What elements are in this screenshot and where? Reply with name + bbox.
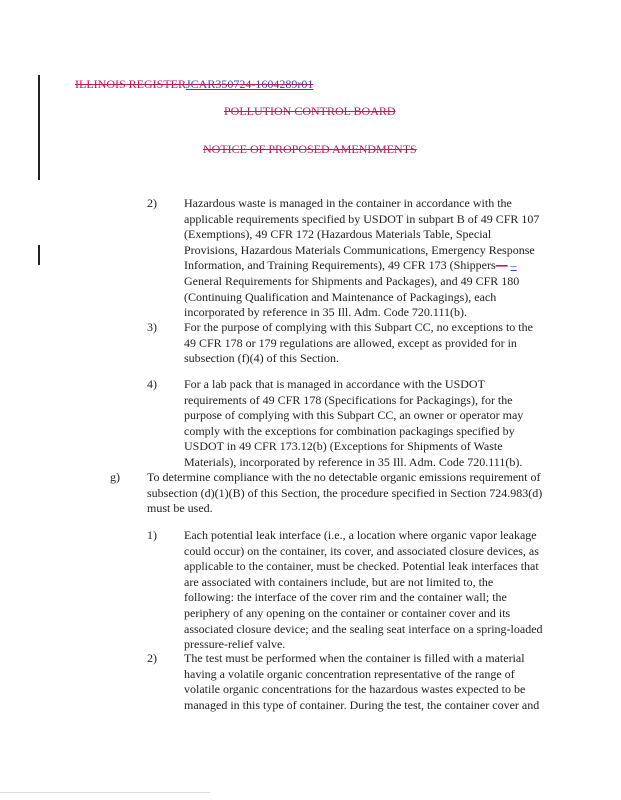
text-line: Provisions, Hazardous Materials Communications, Emergency Response bbox=[184, 242, 535, 257]
text-line: subsection (f)(4) of this Section. bbox=[184, 351, 339, 366]
text-line: must be used. bbox=[147, 501, 213, 516]
text-line: Each potential leak interface (i.e., a location where organic vapor leakage bbox=[184, 528, 537, 542]
item-g2-label: 2) bbox=[147, 651, 157, 665]
subsection-g-label: g) bbox=[110, 470, 120, 484]
text-line: following: the interface of the cover rim and the container wall; the bbox=[184, 590, 507, 605]
notice-title: NOTICE OF PROPOSED AMENDMENTS bbox=[203, 142, 417, 156]
text-line: comply with the exceptions for combination packagings specified by bbox=[184, 423, 515, 438]
text-line: (Continuing Qualification and Maintenance of Packagings), each bbox=[184, 289, 497, 304]
text-line: having a volatile organic concentration representative of the range of bbox=[184, 666, 515, 681]
inserted-dash: – bbox=[510, 258, 517, 273]
text-line: could occur) on the container, its cover, and associated closure devices, as bbox=[184, 543, 539, 558]
text-line: volatile organic concentrations for the hazardous wastes expected to be bbox=[184, 682, 526, 697]
text-line: purpose of complying with this Subpart CC, an owner or operator may bbox=[184, 408, 524, 423]
item-4-text bbox=[184, 377, 523, 471]
item-g1-label: 1) bbox=[147, 528, 157, 542]
text-line: 49 CFR 178 or 179 regulations are allowed, except as provided for in bbox=[184, 335, 517, 350]
register-inserted: JCAR350724-1604289r01 bbox=[186, 77, 314, 91]
item-3-text bbox=[184, 320, 533, 367]
text-line: requirements of 49 CFR 178 (Specifications for Packagings), for the bbox=[184, 392, 513, 407]
item-2-label: 2) bbox=[147, 196, 157, 210]
text-line: periphery of any opening on the container or container cover and its bbox=[184, 605, 511, 620]
text-line: (Exemptions), 49 CFR 172 (Hazardous Materials Table, Special bbox=[184, 227, 492, 242]
text-line: pressure-relief valve. bbox=[184, 637, 286, 652]
text-line: USDOT in 49 CFR 173.12(b) (Exceptions for Shipments of Waste bbox=[184, 439, 503, 454]
text-line: Materials), incorporated by reference in 35 Ill. Adm. Code 720.111(b). bbox=[184, 454, 523, 469]
text-line: applicable to the container, must be checked. Potential leak interfaces that bbox=[184, 559, 539, 574]
item-4-label: 4) bbox=[147, 377, 157, 391]
struck-dash: — bbox=[495, 258, 508, 273]
text-line: associated closure device; and the sealing seat interface on a spring-loaded bbox=[184, 621, 543, 636]
text-line: General Requirements for Shipments and Packages), and 49 CFR 180 bbox=[184, 273, 520, 288]
text-line: For a lab pack that is managed in accordance with the USDOT bbox=[184, 377, 485, 391]
text-line: are associated with containers include, but are not limited to, the bbox=[184, 574, 494, 589]
text-line: incorporated by reference in 35 Ill. Adm. Code 720.111(b). bbox=[184, 305, 468, 320]
text-line: For the purpose of complying with this Subpart CC, no exceptions to the bbox=[184, 320, 533, 334]
text-line: managed in this type of container. During the test, the container cover and bbox=[184, 697, 540, 712]
register-struck: ILLINOIS REGISTER bbox=[75, 77, 186, 91]
item-3-label: 3) bbox=[147, 320, 157, 334]
item-2-text bbox=[184, 196, 539, 321]
text-line: Information, and Training Requirements), 49 CFR 173 (Shippers bbox=[184, 258, 496, 273]
text-line: subsection (d)(1)(B) of this Section, the procedure specified in Section 724.983(d) bbox=[147, 485, 543, 500]
change-bar-top bbox=[38, 75, 40, 180]
subsection-g-text bbox=[147, 470, 542, 517]
footer-rule bbox=[0, 792, 210, 793]
item-g1-text bbox=[184, 528, 543, 653]
change-bar-mid bbox=[38, 245, 40, 265]
text-line: applicable requirements specified by USDOT in subpart B of 49 CFR 107 bbox=[184, 211, 540, 226]
text-line: The test must be performed when the container is filled with a material bbox=[184, 651, 525, 665]
register-header bbox=[75, 77, 313, 92]
item-g2-text bbox=[184, 651, 539, 713]
text-line: To determine compliance with the no detectable organic emissions requirement of bbox=[147, 470, 541, 484]
text-line: Hazardous waste is managed in the container in accordance with the bbox=[184, 196, 512, 210]
board-title: POLLUTION CONTROL BOARD bbox=[224, 104, 396, 118]
text-line-with-edit bbox=[184, 258, 539, 274]
